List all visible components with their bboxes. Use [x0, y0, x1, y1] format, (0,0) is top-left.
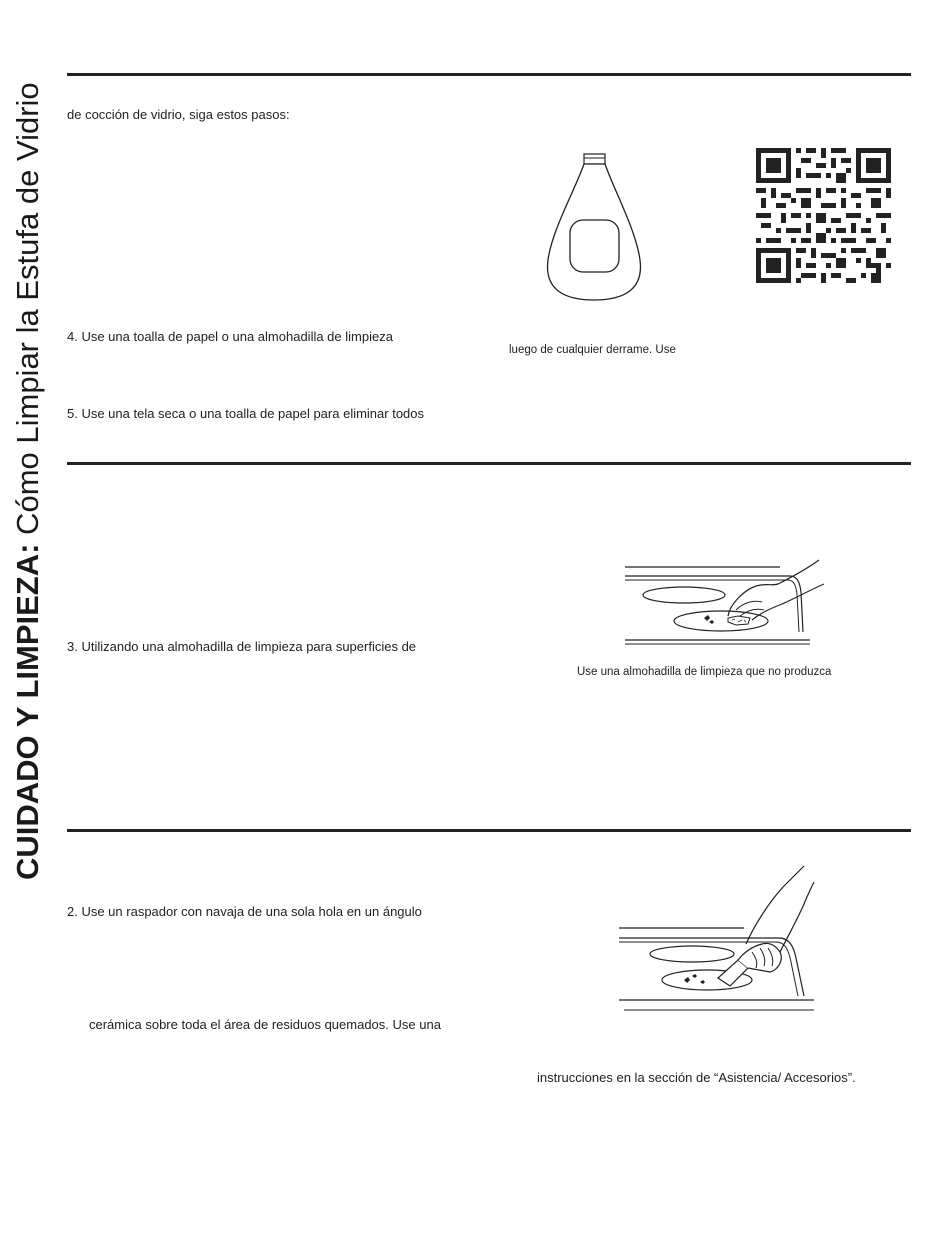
section2-caption: Use una almohadilla de limpieza que no produzca — [577, 666, 832, 678]
section-divider-2 — [67, 462, 911, 465]
cleaner-bottle-icon — [540, 150, 660, 305]
step-2-continued: cerámica sobre toda el área de residuos quemados. Use una — [89, 1017, 441, 1032]
qr-code-icon — [756, 148, 891, 283]
section3-caption: instrucciones en la sección de “Asistencia/ Accesorios”. — [537, 1070, 856, 1085]
side-title-bold: CUIDADO Y LIMPIEZA: — [10, 543, 45, 880]
step-2: 2. Use un raspador con navaja de una sola hola en un ángulo — [67, 904, 422, 919]
wiping-cooktop-illustration — [620, 556, 830, 652]
step-5: 5. Use una tela seca o una toalla de papel para eliminar todos — [67, 406, 425, 421]
side-title-light: Cómo Limpiar la Estufa de Vidrio — [10, 82, 45, 535]
side-title — [10, 82, 46, 880]
step-4: 4. Use una toalla de papel o una almohadilla de limpieza — [67, 329, 393, 344]
section1-intro: de cocción de vidrio, siga estos pasos: — [67, 107, 290, 122]
section1-caption: luego de cualquier derrame. Use — [509, 344, 676, 356]
step-3: 3. Utilizando una almohadilla de limpieza para superficies de — [67, 639, 417, 654]
scraping-cooktop-illustration — [614, 864, 824, 1014]
section-divider-1 — [67, 73, 911, 76]
section-divider-3 — [67, 829, 911, 832]
